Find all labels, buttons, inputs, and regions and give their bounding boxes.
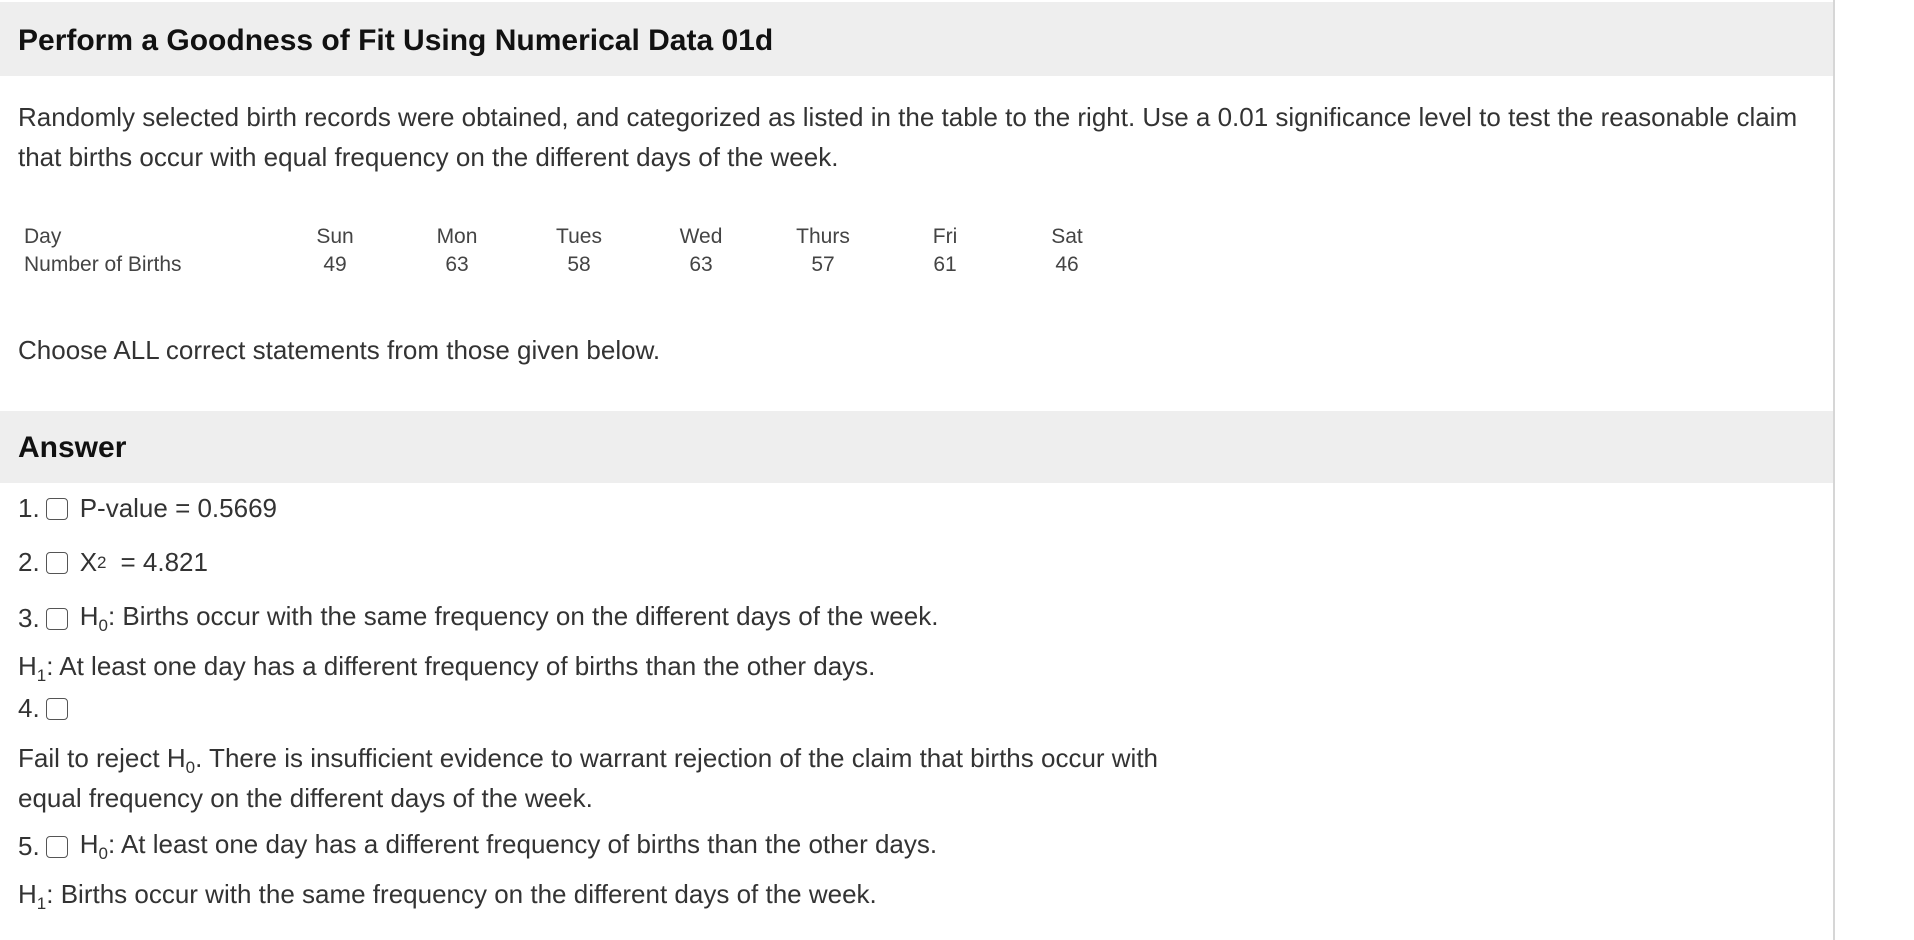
option-1 — [18, 493, 277, 524]
option-4-text-line2: equal frequency on the different days of the week. — [18, 783, 593, 813]
question-prompt: Randomly selected birth records were obtained, and categorized as listed in the table to the right. Use a 0.01 significance level to test the reasonable claim that births occur with equal frequency on the different days of the week. — [18, 102, 1798, 172]
option-5 — [18, 829, 937, 864]
day-cell: Wed — [679, 225, 723, 248]
births-cell: 63 — [689, 253, 713, 276]
option-1-text: P-value = 0.5669 — [79, 493, 277, 523]
row-label-day: Day — [24, 225, 62, 248]
day-cell: Fri — [932, 225, 958, 248]
option-3-h1: $H_1$: At least one day has a different frequency of births than the other days. — [18, 651, 876, 685]
births-cell: 63 — [445, 253, 469, 276]
option-5-h1: $H_1$: Births occur with the same frequency on the different days of the week. — [18, 879, 877, 913]
day-cell: Tues — [556, 225, 602, 248]
answer-heading: Answer — [18, 431, 127, 464]
answer-header — [0, 411, 1833, 483]
option-3 — [18, 601, 938, 636]
option-number: 4. — [18, 693, 40, 723]
option-number: 1. — [18, 493, 40, 523]
option-1-checkbox[interactable] — [46, 498, 68, 520]
question-instruction: Choose ALL correct statements from those given below. — [18, 335, 661, 365]
option-number: 2. — [18, 547, 40, 577]
option-5-checkbox[interactable] — [46, 836, 68, 858]
option-3-checkbox[interactable] — [46, 608, 68, 630]
table-row-days — [24, 223, 1128, 251]
births-cell: 61 — [933, 253, 957, 276]
births-cell: 57 — [811, 253, 835, 276]
question-header — [0, 2, 1833, 76]
births-cell: 49 — [323, 253, 347, 276]
option-2-checkbox[interactable] — [46, 552, 68, 574]
day-cell: Thurs — [796, 225, 850, 248]
option-number: 5. — [18, 831, 40, 861]
option-5-h0: $H_0$: At least one day has a different frequency of births than the other days. — [79, 829, 938, 863]
option-4 — [18, 693, 80, 724]
option-number: 3. — [18, 603, 40, 633]
chi-square-power: 2 — [97, 552, 107, 572]
births-cell: 46 — [1055, 253, 1079, 276]
option-3-h0: $H_0$: Births occur with the same frequency on the different days of the week. — [79, 601, 939, 635]
births-cell: 58 — [567, 253, 591, 276]
day-cell: Sat — [1051, 225, 1083, 248]
page-right-border — [1833, 0, 1835, 940]
day-cell: Mon — [436, 225, 478, 248]
question-title: Perform a Goodness of Fit Using Numerical Data 01d — [18, 24, 774, 57]
table-row-births — [24, 251, 1128, 279]
option-4-text-line1: Fail to reject $H_0$. There is insufficient evidence to warrant rejection of the claim that births occur with — [18, 743, 1159, 777]
births-table — [24, 223, 1128, 279]
option-4-checkbox[interactable] — [46, 698, 68, 720]
option-2 — [18, 547, 208, 578]
row-label-births: Number of Births — [24, 253, 182, 276]
option-2-text: = 4.821 — [120, 547, 208, 577]
day-cell: Sun — [316, 225, 354, 248]
chi-square-symbol: X — [79, 547, 98, 577]
